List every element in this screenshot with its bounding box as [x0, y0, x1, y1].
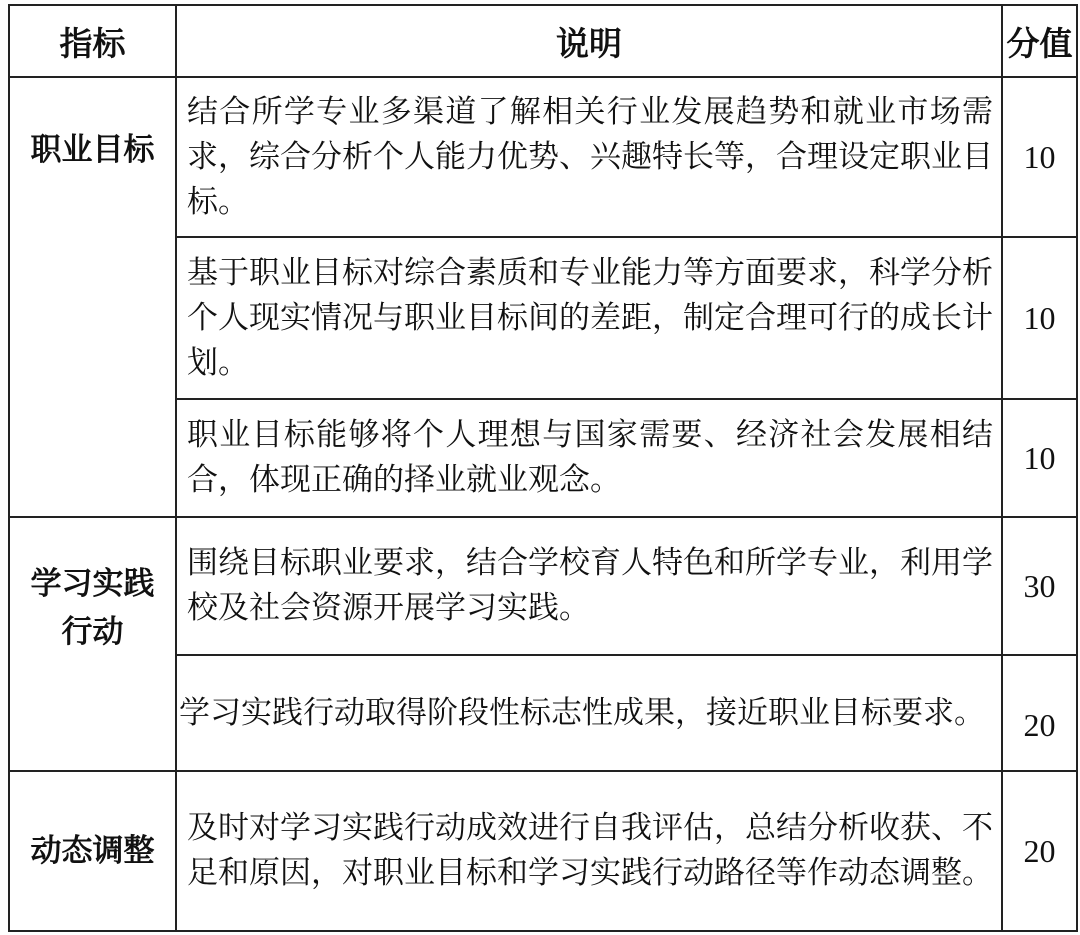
- indicator-label-line-2: 行动: [61, 614, 124, 650]
- indicator-cell: [9, 77, 176, 517]
- table-row: [9, 77, 1077, 237]
- header-row: [9, 5, 1077, 77]
- description-cell: 围绕目标职业要求，结合学校育人特色和所学专业，利用学校及社会资源开展学习实践。: [176, 517, 1002, 655]
- description-cell: 基于职业目标对综合素质和专业能力等方面要求，科学分析个人现实情况与职业目标间的差距，制定合理可行的成长计划。: [176, 237, 1002, 399]
- score-cell: 20: [1002, 655, 1077, 771]
- indicator-label: 动态调整: [30, 833, 155, 869]
- description-cell: 学习实践行动取得阶段性标志性成果，接近职业目标要求。: [176, 655, 1002, 771]
- indicator-label-line-1: 学习实践: [30, 566, 155, 602]
- score-cell: 10: [1002, 237, 1077, 399]
- score-cell: 10: [1002, 77, 1077, 237]
- table-row: [9, 771, 1077, 931]
- indicator-cell: [9, 517, 176, 771]
- scoring-table: [8, 4, 1078, 932]
- score-cell: 20: [1002, 771, 1077, 931]
- table-row: [9, 517, 1077, 655]
- score-cell: 30: [1002, 517, 1077, 655]
- indicator-cell: [9, 771, 176, 931]
- score-cell: 10: [1002, 399, 1077, 517]
- description-cell: 职业目标能够将个人理想与国家需要、经济社会发展相结合，体现正确的择业就业观念。: [176, 399, 1002, 517]
- header-score: 分值: [1002, 5, 1077, 77]
- header-indicator: 指标: [9, 5, 176, 77]
- description-cell: 及时对学习实践行动成效进行自我评估，总结分析收获、不足和原因，对职业目标和学习实践行动路径等作动态调整。: [176, 771, 1002, 931]
- description-cell: 结合所学专业多渠道了解相关行业发展趋势和就业市场需求，综合分析个人能力优势、兴趣特长等，合理设定职业目标。: [176, 77, 1002, 237]
- header-description: 说明: [176, 5, 1002, 77]
- indicator-label: 职业目标: [30, 132, 155, 168]
